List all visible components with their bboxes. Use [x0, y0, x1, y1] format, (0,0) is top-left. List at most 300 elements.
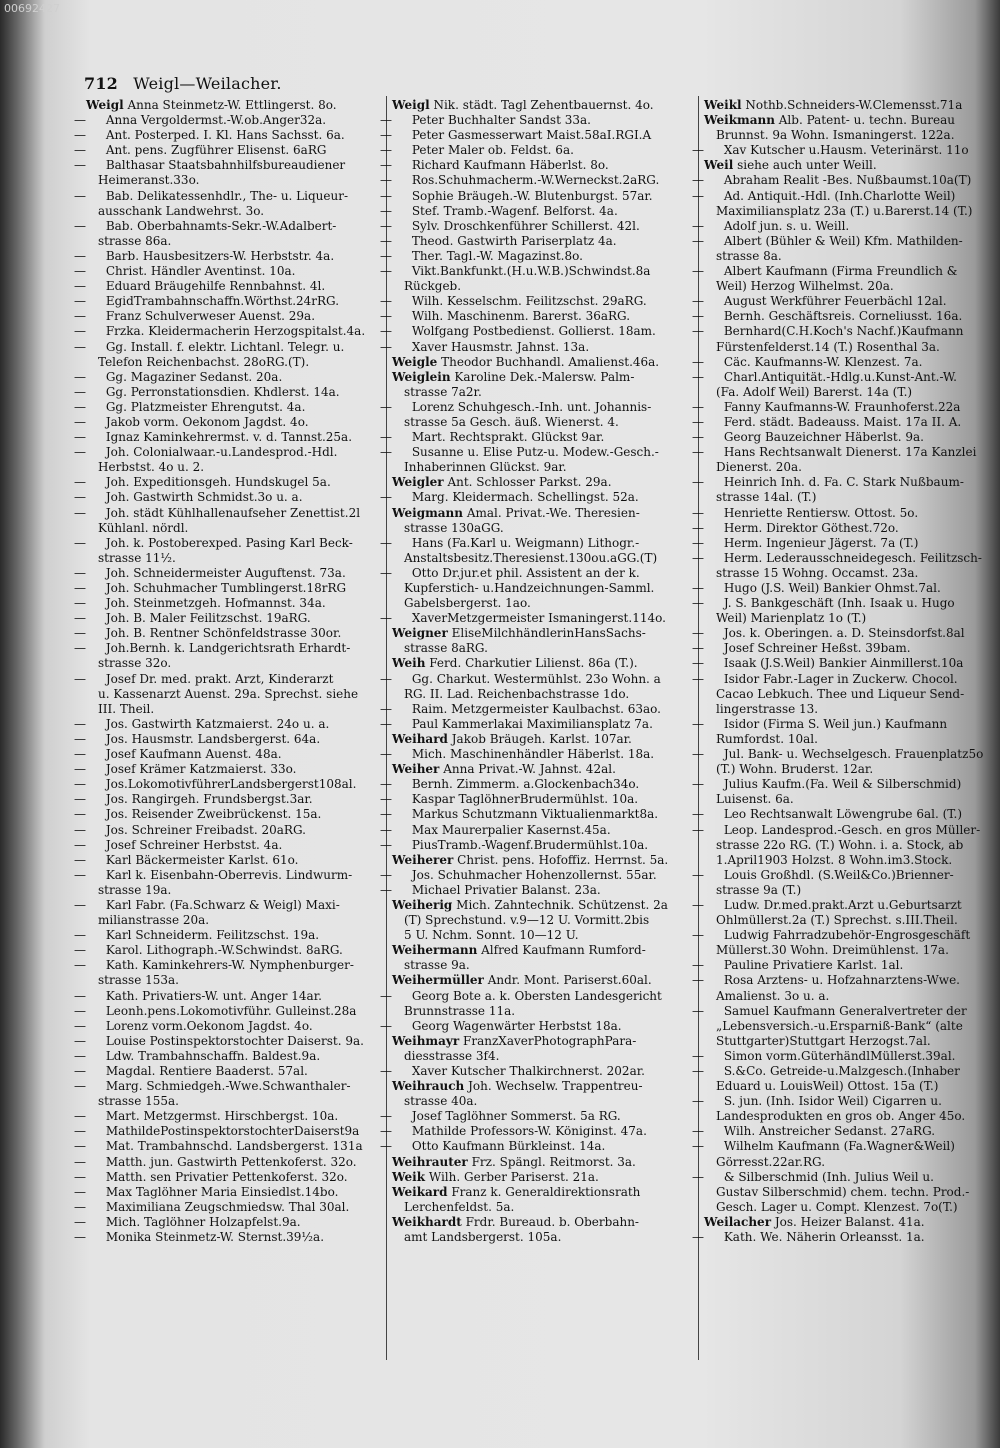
entry-text: Jos. Rangirgeh. Frundsbergst.3ar.: [105, 792, 313, 807]
ditto-dash: —: [692, 1169, 704, 1184]
entry-text: Georg Bote a. k. Obersten Landesgericht: [411, 988, 662, 1003]
directory-entry: [692, 173, 978, 188]
directory-entry: [380, 1064, 692, 1079]
ditto-dash: —: [692, 973, 704, 988]
entry-text: Mart. Rechtsprakt. Glückst 9ar.: [411, 430, 605, 445]
entry-surname: Weikhardt: [392, 1214, 462, 1229]
ditto-dash: —: [380, 807, 392, 822]
directory-entry: [692, 716, 978, 732]
directory-column-1: [74, 98, 380, 1368]
ditto-dash: —: [74, 505, 86, 520]
entry-text: Rosa Arztens- u. Hofzahnarztens-Wwe.: [723, 973, 960, 988]
directory-entry: [74, 218, 380, 234]
ditto-dash: —: [74, 414, 86, 429]
directory-entry: [380, 143, 692, 158]
entry-text: Josef Kaufmann Auenst. 48a.: [105, 747, 282, 762]
directory-entry: [86, 551, 380, 566]
directory-entry: [74, 792, 380, 807]
directory-entry: [704, 1019, 978, 1034]
directory-entry: [74, 641, 380, 656]
entry-text: lingerstrasse 13.: [716, 701, 819, 716]
directory-entry: [692, 1064, 978, 1079]
entry-text: EgidTrambahnschaffn.Wörthst.24rRG.: [105, 294, 340, 309]
entry-text: EliseMilchhändlerinHansSachs-: [451, 626, 646, 641]
ditto-dash: —: [380, 867, 392, 882]
ditto-dash: —: [74, 218, 86, 233]
directory-entry: [704, 1155, 978, 1170]
ditto-dash: —: [380, 777, 392, 792]
ditto-dash: —: [74, 1154, 86, 1169]
directory-entry: [692, 807, 978, 822]
entry-text: Albert (Bühler & Weil) Kfm. Mathilden-: [723, 233, 963, 248]
ditto-dash: —: [380, 716, 392, 731]
entry-text: Lerchenfeldst. 5a.: [404, 1199, 515, 1214]
entry-surname: Weihermüller: [392, 973, 484, 988]
directory-entry: [704, 989, 978, 1004]
directory-entry: [392, 656, 692, 671]
ditto-dash: —: [380, 822, 392, 837]
entry-text: Otto Dr.jur.et phil. Assistent an der k.: [411, 565, 640, 580]
directory-entry: [692, 505, 978, 521]
ditto-dash: —: [692, 641, 704, 656]
entry-text: strasse 5a Gesch. äuß. Wienerst. 4.: [404, 414, 619, 429]
directory-entry: [74, 158, 380, 173]
entry-text: III. Theil.: [98, 701, 155, 716]
directory-entry: [380, 701, 692, 717]
directory-entry: [74, 1214, 380, 1230]
directory-entry: [74, 1109, 380, 1124]
entry-text: Gg. Magaziner Sedanst. 20a.: [105, 369, 283, 384]
entry-text: Herm. Lederausschneidegesch. Feilitzsch-: [723, 550, 982, 565]
directory-entry: [380, 248, 692, 264]
directory-entry: [380, 1139, 692, 1154]
entry-text: Vikt.Bankfunkt.(H.u.W.B.)Schwindst.8a: [411, 264, 651, 279]
entry-surname: Weilacher: [704, 1214, 772, 1229]
entry-text: Marg. Kleidermach. Schellingst. 52a.: [411, 490, 639, 505]
entry-text: Joh. B. Rentner Schönfeldstrasse 30or.: [105, 626, 342, 641]
ditto-dash: —: [74, 535, 86, 550]
entry-text: PiusTramb.-Wagenf.Brudermühlst.10a.: [411, 837, 649, 852]
directory-entry: [86, 521, 380, 536]
directory-entry: [692, 535, 978, 551]
entry-text: Nik. städt. Tagl Zehentbauernst. 4o.: [433, 98, 654, 112]
directory-entry: [392, 973, 692, 988]
entry-text: Christ. Händler Aventinst. 10a.: [105, 264, 296, 279]
directory-entry: [692, 867, 978, 883]
entry-text: (T) Sprechstund. v.9—12 U. Vormitt.2bis: [404, 913, 650, 928]
directory-entry: [692, 1169, 978, 1185]
directory-entry: [692, 1139, 978, 1154]
entry-text: Karol. Lithograph.-W.Schwindst. 8aRG.: [105, 943, 343, 958]
entry-text: (Fa. Adolf Weil) Barerst. 14a (T.): [716, 384, 913, 399]
entry-text: Ros.Schuhmacherm.-W.Werneckst.2aRG.: [411, 173, 660, 188]
directory-entry: [704, 943, 978, 958]
directory-entry: [704, 460, 978, 475]
entry-text: Jakob Bräugeh. Karlst. 107ar.: [451, 731, 632, 746]
directory-entry: [392, 475, 692, 490]
ditto-dash: —: [692, 656, 704, 671]
directory-entry: [392, 596, 692, 611]
directory-entry: [380, 988, 692, 1004]
directory-entry: [380, 807, 692, 822]
ditto-dash: —: [380, 113, 392, 128]
entry-text: Anna Vergoldermst.-W.ob.Anger32a.: [105, 113, 327, 128]
entry-surname: Weikl: [704, 98, 742, 112]
ditto-dash: —: [380, 535, 392, 550]
ditto-dash: —: [692, 445, 704, 460]
directory-entry: [86, 355, 380, 370]
entry-surname: Weikard: [392, 1184, 448, 1199]
entry-text: Anstaltsbesitz.Theresienst.130ou.aGG.(T): [404, 550, 658, 565]
ditto-dash: —: [692, 1139, 704, 1154]
entry-text: Ludwig Fahrradzubehör-Engrosgeschäft: [723, 928, 971, 943]
ditto-dash: —: [74, 1139, 86, 1154]
directory-entry: [692, 143, 978, 158]
directory-entry: [380, 822, 692, 838]
entry-text: strasse 155a.: [98, 1094, 179, 1109]
directory-entry: [692, 958, 978, 973]
directory-entry: [74, 565, 380, 581]
ditto-dash: —: [74, 611, 86, 626]
directory-entry: [392, 928, 692, 943]
ditto-dash: —: [380, 1064, 392, 1078]
directory-entry: [704, 113, 978, 128]
entry-text: Eduard Bräugehilfe Rennbahnst. 4l.: [105, 279, 326, 294]
ditto-dash: —: [74, 1033, 86, 1048]
directory-entry: [74, 339, 380, 355]
entry-text: Joh. Expeditionsgeh. Hundskugel 5a.: [105, 475, 331, 490]
directory-entry: [692, 430, 978, 445]
entry-surname: Weigl: [392, 98, 430, 112]
entry-text: Heinrich Inh. d. Fa. C. Stark Nußbaum-: [723, 475, 964, 490]
entry-text: Georg Wagenwärter Herbstst 18a.: [411, 1018, 622, 1033]
entry-surname: Weihermann: [392, 943, 478, 958]
directory-entry: [380, 430, 692, 445]
entry-text: strasse 11½.: [98, 550, 176, 565]
directory-entry: [704, 687, 978, 702]
directory-entry: [74, 535, 380, 551]
ditto-dash: —: [74, 928, 86, 943]
directory-entry: [704, 853, 978, 868]
ditto-dash: —: [692, 188, 704, 203]
directory-entry: [380, 490, 692, 505]
entry-text: strasse 8aRG.: [404, 641, 488, 656]
directory-entry: [392, 641, 692, 656]
directory-entry: [86, 460, 380, 475]
directory-entry: [392, 913, 692, 928]
entry-text: Bernhard(C.H.Koch's Nachf.)Kaufmann: [723, 324, 964, 339]
directory-entry: [692, 671, 978, 687]
entry-text: Görresst.22ar.RG.: [716, 1154, 826, 1169]
entry-text: Susanne u. Elise Putz-u. Modew.-Gesch.-: [411, 445, 659, 460]
entry-surname: Weihard: [392, 731, 448, 746]
entry-text: Leop. Landesprod.-Gesch. en gros Müller-: [723, 822, 981, 837]
directory-entry: [692, 233, 978, 249]
ditto-dash: —: [380, 1124, 392, 1139]
directory-entry: [74, 1184, 380, 1200]
ditto-dash: —: [692, 309, 704, 324]
directory-entry: [74, 128, 380, 143]
entry-text: Charl.Antiquität.-Hdlg.u.Kunst-Ant.-W.: [723, 369, 957, 384]
ditto-dash: —: [74, 1003, 86, 1018]
directory-entry: [74, 248, 380, 264]
scan-id: 00692427: [4, 2, 60, 15]
directory-entry: [74, 324, 380, 339]
entry-text: ausschank Landwehrst. 3o.: [98, 203, 265, 218]
entry-text: Jos. Schuhmacher Hohenzollernst. 55ar.: [411, 867, 657, 882]
entry-text: 1.April1903 Holzst. 8 Wohn.im3.Stock.: [716, 852, 953, 867]
directory-entry: [704, 98, 978, 113]
entry-text: Wilh. Anstreicher Sedanst. 27aRG.: [723, 1124, 936, 1139]
directory-entry: [692, 264, 978, 279]
directory-entry: [392, 506, 692, 521]
ditto-dash: —: [74, 596, 86, 611]
entry-text: Josef Taglöhner Sommerst. 5a RG.: [411, 1109, 621, 1124]
entry-text: August Werkführer Feuerbächl 12al.: [723, 294, 947, 309]
entry-surname: Weil: [704, 158, 734, 173]
ditto-dash: —: [74, 1214, 86, 1229]
directory-entry: [74, 807, 380, 822]
entry-text: Mich. Maschinenhändler Häberlst. 18a.: [411, 747, 655, 762]
entry-text: Josef Krämer Katzmaierst. 33o.: [105, 762, 297, 777]
directory-entry: [692, 1094, 978, 1109]
directory-entry: [74, 928, 380, 943]
ditto-dash: —: [692, 822, 704, 837]
entry-surname: Weik: [392, 1169, 426, 1184]
ditto-dash: —: [74, 747, 86, 762]
entry-text: Gg. Charkut. Westermühlst. 23o Wohn. a: [411, 671, 661, 686]
ditto-dash: —: [74, 716, 86, 731]
entry-text: strasse 153a.: [98, 973, 179, 988]
entry-text: Fanny Kaufmanns-W. Fraunhoferst.22a: [723, 399, 961, 414]
ditto-dash: —: [74, 369, 86, 384]
entry-text: Monika Steinmetz-W. Sternst.39½a.: [105, 1230, 325, 1245]
directory-entry: [392, 460, 692, 475]
directory-entry: [392, 370, 692, 385]
entry-text: Frz. Spängl. Reitmorst. 3a.: [471, 1154, 636, 1169]
entry-text: strasse 9a (T.): [716, 882, 802, 897]
entry-text: Ludw. Dr.med.prakt.Arzt u.Geburtsarzt: [723, 897, 962, 912]
directory-entry: [380, 233, 692, 249]
directory-entry: [692, 747, 984, 762]
directory-entry: [86, 702, 380, 717]
directory-entry: [704, 702, 978, 717]
entry-text: Peter Maler ob. Feldst. 6a.: [411, 143, 574, 158]
directory-entry: [74, 1139, 380, 1154]
entry-text: Müllerst.30 Wohn. Dreimühlenst. 17a.: [716, 943, 949, 958]
directory-entry: [380, 777, 692, 792]
ditto-dash: —: [692, 807, 704, 822]
directory-entry: [692, 475, 978, 490]
directory-entry: [692, 928, 978, 943]
entry-text: strasse 22o RG. (T.) Wohn. i. a. Stock, ab: [716, 837, 964, 852]
ditto-dash: —: [380, 445, 392, 460]
directory-entry: [392, 898, 692, 913]
entry-text: Ant. Schlosser Parkst. 29a.: [447, 475, 612, 490]
ditto-dash: —: [692, 958, 704, 973]
ditto-dash: —: [692, 550, 704, 565]
ditto-dash: —: [380, 294, 392, 309]
entry-text: Joh. Schuhmacher Tumblingerst.18rRG: [105, 581, 347, 595]
directory-entry: [380, 535, 692, 551]
ditto-dash: —: [380, 565, 392, 580]
directory-entry: [74, 1124, 380, 1139]
directory-entry: [392, 581, 692, 596]
directory-entry: [692, 626, 978, 641]
ditto-dash: —: [74, 1230, 86, 1245]
ditto-dash: —: [692, 369, 704, 384]
entry-text: Bernh. Geschäftsreis. Corneliusst. 16a.: [723, 309, 963, 324]
entry-text: Mich. Taglöhner Holzapfelst.9a.: [105, 1214, 301, 1229]
directory-entry: [380, 611, 692, 626]
entry-text: Matth. jun. Gastwirth Pettenkoferst. 32o.: [105, 1154, 357, 1169]
entry-surname: Weiher: [392, 762, 440, 777]
ditto-dash: —: [692, 626, 704, 641]
directory-entry: [692, 188, 978, 204]
entry-text: strasse 7a2r.: [404, 384, 482, 399]
entry-text: Ant. pens. Zugführer Elisenst. 6aRG: [105, 143, 327, 158]
entry-text: Otto Kaufmann Bürkleinst. 14a.: [411, 1139, 606, 1154]
ditto-dash: —: [380, 339, 392, 354]
directory-entry: [704, 340, 978, 355]
directory-entry: [692, 897, 978, 913]
ditto-dash: —: [692, 264, 704, 279]
directory-entry: [380, 565, 692, 581]
directory-entry: [380, 716, 692, 732]
entry-text: S.&Co. Getreide-u.Malzgesch.(Inhaber: [723, 1064, 960, 1078]
ditto-dash: —: [692, 867, 704, 882]
ditto-dash: —: [380, 158, 392, 173]
entry-text: Herbstst. 4o u. 2.: [98, 460, 205, 475]
directory-entry: [704, 611, 978, 626]
ditto-dash: —: [692, 1230, 704, 1245]
entry-text: Joh. Gastwirth Schmidst.3o u. a.: [105, 490, 303, 505]
entry-surname: Weikmann: [704, 113, 775, 128]
entry-text: Ferd. Charkutier Lilienst. 86a (T.).: [429, 656, 638, 671]
ditto-dash: —: [74, 1109, 86, 1124]
ditto-dash: —: [380, 188, 392, 203]
directory-entry: [704, 1215, 978, 1230]
entry-text: Cacao Lebkuch. Thee und Liqueur Send-: [716, 686, 965, 701]
entry-text: Ldw. Trambahnschaffn. Baldest.9a.: [105, 1048, 321, 1063]
entry-text: strasse 40a.: [404, 1094, 478, 1109]
entry-text: Barb. Hausbesitzers-W. Herbststr. 4a.: [105, 248, 335, 263]
directory-entry: [704, 385, 978, 400]
entry-surname: Weigner: [392, 626, 448, 641]
directory-entry: [692, 309, 978, 324]
ditto-dash: —: [692, 324, 704, 339]
entry-text: Maximiliana Zeugschmiedsw. Thal 30al.: [105, 1199, 350, 1214]
ditto-dash: —: [692, 399, 704, 414]
ditto-dash: —: [380, 701, 392, 716]
directory-entry: [74, 399, 380, 415]
entry-text: Xaver Hausmstr. Jahnst. 13a.: [411, 339, 590, 354]
entry-text: Rumfordst. 10al.: [716, 731, 818, 746]
entry-text: Isidor Fabr.-Lager in Zuckerw. Chocol.: [723, 671, 958, 686]
entry-surname: Weiherer: [392, 852, 454, 867]
entry-text: Rückgeb.: [404, 279, 462, 294]
ditto-dash: —: [380, 747, 392, 762]
entry-text: Landesprodukten en gros ob. Anger 45o.: [716, 1109, 966, 1124]
entry-text: Joh. B. Maler Feilitzschst. 19aRG.: [105, 611, 311, 626]
ditto-dash: —: [74, 1169, 86, 1184]
entry-text: & Silberschmid (Inh. Julius Weil u.: [723, 1169, 934, 1184]
directory-entry: [692, 369, 978, 385]
entry-text: Wolfgang Postbedienst. Gollierst. 18am.: [411, 324, 656, 339]
ditto-dash: —: [380, 143, 392, 158]
entry-text: Jos.LokomotivführerLandsbergerst108al.: [105, 777, 357, 792]
directory-entry: [380, 294, 692, 309]
entry-text: Bab. Delikatessenhdlr., The- u. Liqueur-: [105, 188, 349, 203]
ditto-dash: —: [380, 173, 392, 188]
entry-text: Peter Buchhalter Sandst 33a.: [411, 113, 591, 128]
ditto-dash: —: [74, 867, 86, 882]
directory-entry: [74, 294, 380, 309]
directory-entry: [704, 566, 978, 581]
entry-text: Kath. Privatiers-W. unt. Anger 14ar.: [105, 988, 322, 1003]
ditto-dash: —: [380, 671, 392, 686]
ditto-dash: —: [74, 384, 86, 399]
directory-entry: [74, 822, 380, 838]
directory-entry: [74, 596, 380, 611]
directory-entry: [692, 641, 978, 656]
directory-entry: [392, 279, 692, 294]
entry-text: Herm. Direktor Göthest.72o.: [723, 520, 899, 535]
directory-entry: [380, 158, 692, 173]
entry-text: Henriette Rentiersw. Ottost. 5o.: [723, 505, 919, 520]
entry-text: strasse 14al. (T.): [716, 490, 817, 505]
ditto-dash: —: [380, 1139, 392, 1154]
directory-entry: [86, 234, 380, 249]
directory-entry: [380, 882, 692, 898]
entry-text: Jos. Heizer Balanst. 41a.: [774, 1214, 925, 1229]
entry-text: Balthasar Staatsbahnhilfsbureaudiener: [105, 158, 346, 173]
directory-entry: [392, 1155, 692, 1170]
ditto-dash: —: [380, 203, 392, 218]
entry-text: Karl k. Eisenbahn-Oberrevis. Lindwurm-: [105, 867, 353, 882]
directory-entry: [74, 279, 380, 294]
entry-text: Inhaberinnen Glückst. 9ar.: [404, 460, 567, 475]
entry-text: Gustav Silberschmid) chem. techn. Prod.-: [716, 1184, 970, 1199]
entry-text: Lorenz vorm.Oekonom Jagdst. 4o.: [105, 1018, 313, 1033]
ditto-dash: —: [74, 248, 86, 263]
entry-text: strasse 9a.: [404, 958, 470, 973]
page-title: Weigl—Weilacher.: [133, 74, 282, 93]
directory-entry: [86, 883, 380, 898]
entry-text: XaverMetzgermeister Ismaningerst.114o.: [411, 611, 666, 626]
ditto-dash: —: [380, 399, 392, 414]
entry-text: Telefon Reichenbachst. 28oRG.(T).: [98, 354, 310, 369]
directory-entry: [86, 973, 380, 988]
entry-text: Anna Steinmetz-W. Ettlingerst. 8o.: [127, 98, 337, 112]
entry-text: Ignaz Kaminkehrermst. v. d. Tannst.25a.: [105, 430, 353, 445]
directory-entry: [392, 687, 692, 702]
ditto-dash: —: [380, 1018, 392, 1033]
entry-text: Simon vorm.GüterhändlMüllerst.39al.: [723, 1048, 956, 1063]
directory-entry: [380, 173, 692, 188]
directory-entry: [692, 822, 981, 838]
directory-entry: [380, 867, 692, 883]
ditto-dash: —: [692, 535, 704, 550]
directory-entry: [704, 913, 978, 928]
entry-text: Ther. Tagl.-W. Magazinst.8o.: [411, 248, 583, 263]
entry-surname: Weihrauch: [392, 1079, 465, 1094]
entry-text: Joh. städt Kühlhallenaufseher Zenettist.2l: [105, 505, 361, 520]
ditto-dash: —: [74, 671, 86, 686]
directory-entry: [74, 143, 380, 158]
ditto-dash: —: [692, 233, 704, 248]
entry-text: Sylv. Droschkenführer Schillerst. 42l.: [411, 218, 640, 233]
